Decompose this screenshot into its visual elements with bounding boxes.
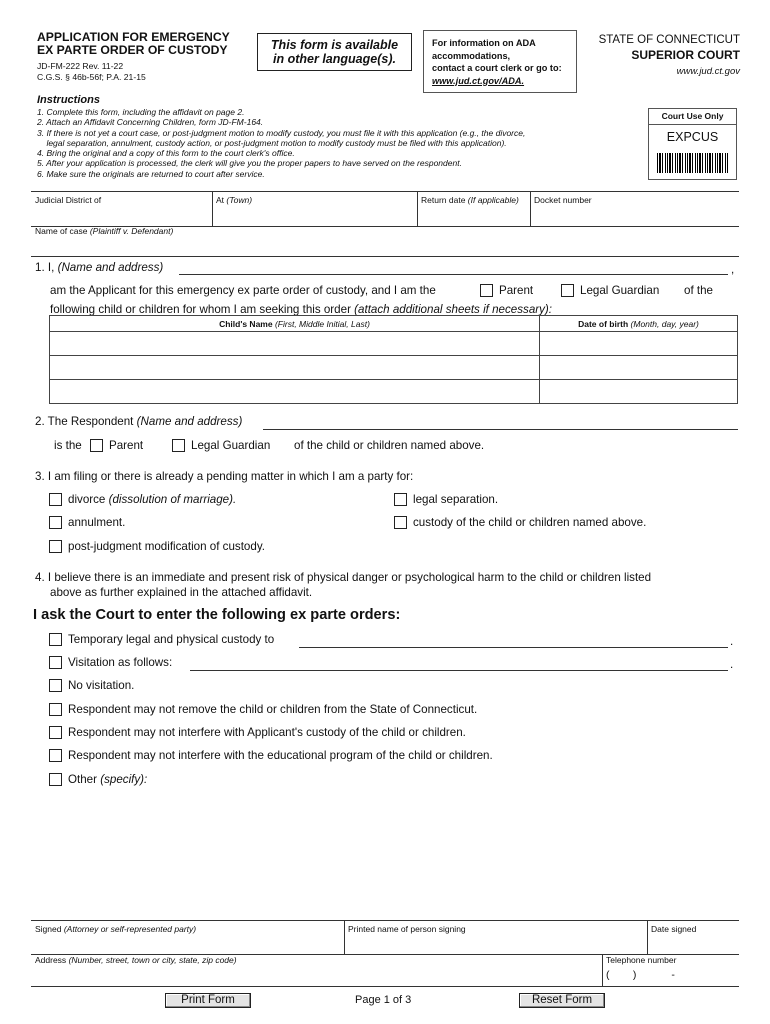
other-checkbox[interactable] xyxy=(49,773,62,786)
judicial-district-field[interactable]: Judicial District of xyxy=(35,195,102,205)
applicant-guardian-checkbox[interactable] xyxy=(561,284,574,297)
child-name-input[interactable] xyxy=(50,380,540,404)
respondent-guardian-checkbox[interactable] xyxy=(172,439,185,452)
table-row xyxy=(50,380,738,404)
other-specify-input[interactable] xyxy=(160,773,730,913)
ada-notice: For information on ADA accommodations, contact a court clerk or go to: www.jud.ct.gov/ADA. xyxy=(423,30,577,93)
statute: C.G.S. § 46b-56f; P.A. 21-15 xyxy=(37,72,146,82)
orders-heading: I ask the Court to enter the following ex parte orders: xyxy=(33,607,401,623)
respondent-name-input[interactable] xyxy=(263,429,738,430)
language-notice: This form is available in other language(s). xyxy=(257,33,412,71)
table-row xyxy=(50,356,738,380)
no-visitation-checkbox[interactable] xyxy=(49,679,62,692)
col-date-of-birth: Date of birth (Month, day, year) xyxy=(540,316,738,332)
court-use-box: Court Use Only EXPCUS xyxy=(648,108,737,180)
respondent-parent-checkbox[interactable] xyxy=(90,439,103,452)
child-name-input[interactable] xyxy=(50,356,540,380)
visitation-checkbox[interactable] xyxy=(49,656,62,669)
temp-custody-checkbox[interactable] xyxy=(49,633,62,646)
child-dob-input[interactable] xyxy=(540,380,738,404)
section4-text: 4. I believe there is an immediate and present risk of physical danger or psychological harm to the child or children listed xyxy=(35,571,652,584)
date-signed-field[interactable]: Date signed xyxy=(651,924,697,934)
applicant-parent-checkbox[interactable] xyxy=(480,284,493,297)
form-id: JD-FM-222 Rev. 11-22 xyxy=(37,61,124,71)
annulment-checkbox[interactable] xyxy=(49,516,62,529)
instructions: Instructions 1. Complete this form, including the affidavit on page 2. 2. Attach an Affidavit Concerning Children, form JD-FM-164. 3. If there is not yet a court case, or post-judgment motion to modify custody, you must file it with this application (e.g., the divorce, legal separation, annulment, custody action, or post-judgment motion to modify custody must be filed with this application). 4. Bring the original and a copy of this form to the court clerk's office. 5. After your application is processed, the clerk will give you the proper papers to have served on the respondent. 6. Make sure the originals are returned to court after service. xyxy=(37,94,526,179)
applicant-role-text: am the Applicant for this emergency ex parte order of custody, and I am the xyxy=(50,284,436,297)
children-intro: following child or children for whom I am seeking this order (attach additional sheets if necessary): xyxy=(50,303,553,316)
reset-form-button[interactable]: Reset Form xyxy=(519,993,605,1008)
ada-link[interactable]: www.jud.ct.gov/ADA. xyxy=(432,75,525,86)
town-field[interactable]: At (Town) xyxy=(216,195,253,205)
child-dob-input[interactable] xyxy=(540,332,738,356)
no-remove-checkbox[interactable] xyxy=(49,703,62,716)
form-title: APPLICATION FOR EMERGENCY EX PARTE ORDER OF CUSTODY xyxy=(37,30,230,57)
docket-number-field[interactable]: Docket number xyxy=(534,195,592,205)
applicant-name-input[interactable] xyxy=(179,274,728,275)
court-header: STATE OF CONNECTICUT SUPERIOR COURT www.jud.ct.gov xyxy=(598,34,740,77)
children-table xyxy=(49,315,738,404)
visitation-input[interactable] xyxy=(190,670,728,671)
no-interfere-custody-checkbox[interactable] xyxy=(49,726,62,739)
return-date-field[interactable]: Return date (If applicable) xyxy=(421,195,519,205)
page-number: Page 1 of 3 xyxy=(355,994,412,1006)
separation-checkbox[interactable] xyxy=(394,493,407,506)
barcode xyxy=(657,153,729,173)
printed-name-field[interactable]: Printed name of person signing xyxy=(348,924,466,934)
case-name-field[interactable]: Name of case (Plaintiff v. Defendant) xyxy=(35,226,174,236)
child-dob-input[interactable] xyxy=(540,356,738,380)
telephone-label: Telephone number xyxy=(606,955,677,965)
temp-custody-input[interactable] xyxy=(299,647,728,648)
section3-label: 3. I am filing or there is already a pending matter in which I am a party for: xyxy=(35,470,414,483)
telephone-input[interactable]: ( ) - xyxy=(606,969,675,981)
col-child-name: Child's Name (First, Middle Initial, Last) xyxy=(50,316,540,332)
address-field[interactable]: Address (Number, street, town or city, state, zip code) xyxy=(35,955,237,965)
form-code: EXPCUS xyxy=(666,130,719,144)
print-form-button[interactable]: Print Form xyxy=(165,993,251,1008)
custody-checkbox[interactable] xyxy=(394,516,407,529)
child-name-input[interactable] xyxy=(50,332,540,356)
section2-label: 2. The Respondent (Name and address) xyxy=(35,415,243,428)
no-interfere-education-checkbox[interactable] xyxy=(49,749,62,762)
table-row xyxy=(50,332,738,356)
section1-label: 1. I, (Name and address) xyxy=(35,261,164,274)
signature-field[interactable]: Signed (Attorney or self-represented party) xyxy=(35,924,197,934)
divorce-checkbox[interactable] xyxy=(49,493,62,506)
post-judgment-checkbox[interactable] xyxy=(49,540,62,553)
